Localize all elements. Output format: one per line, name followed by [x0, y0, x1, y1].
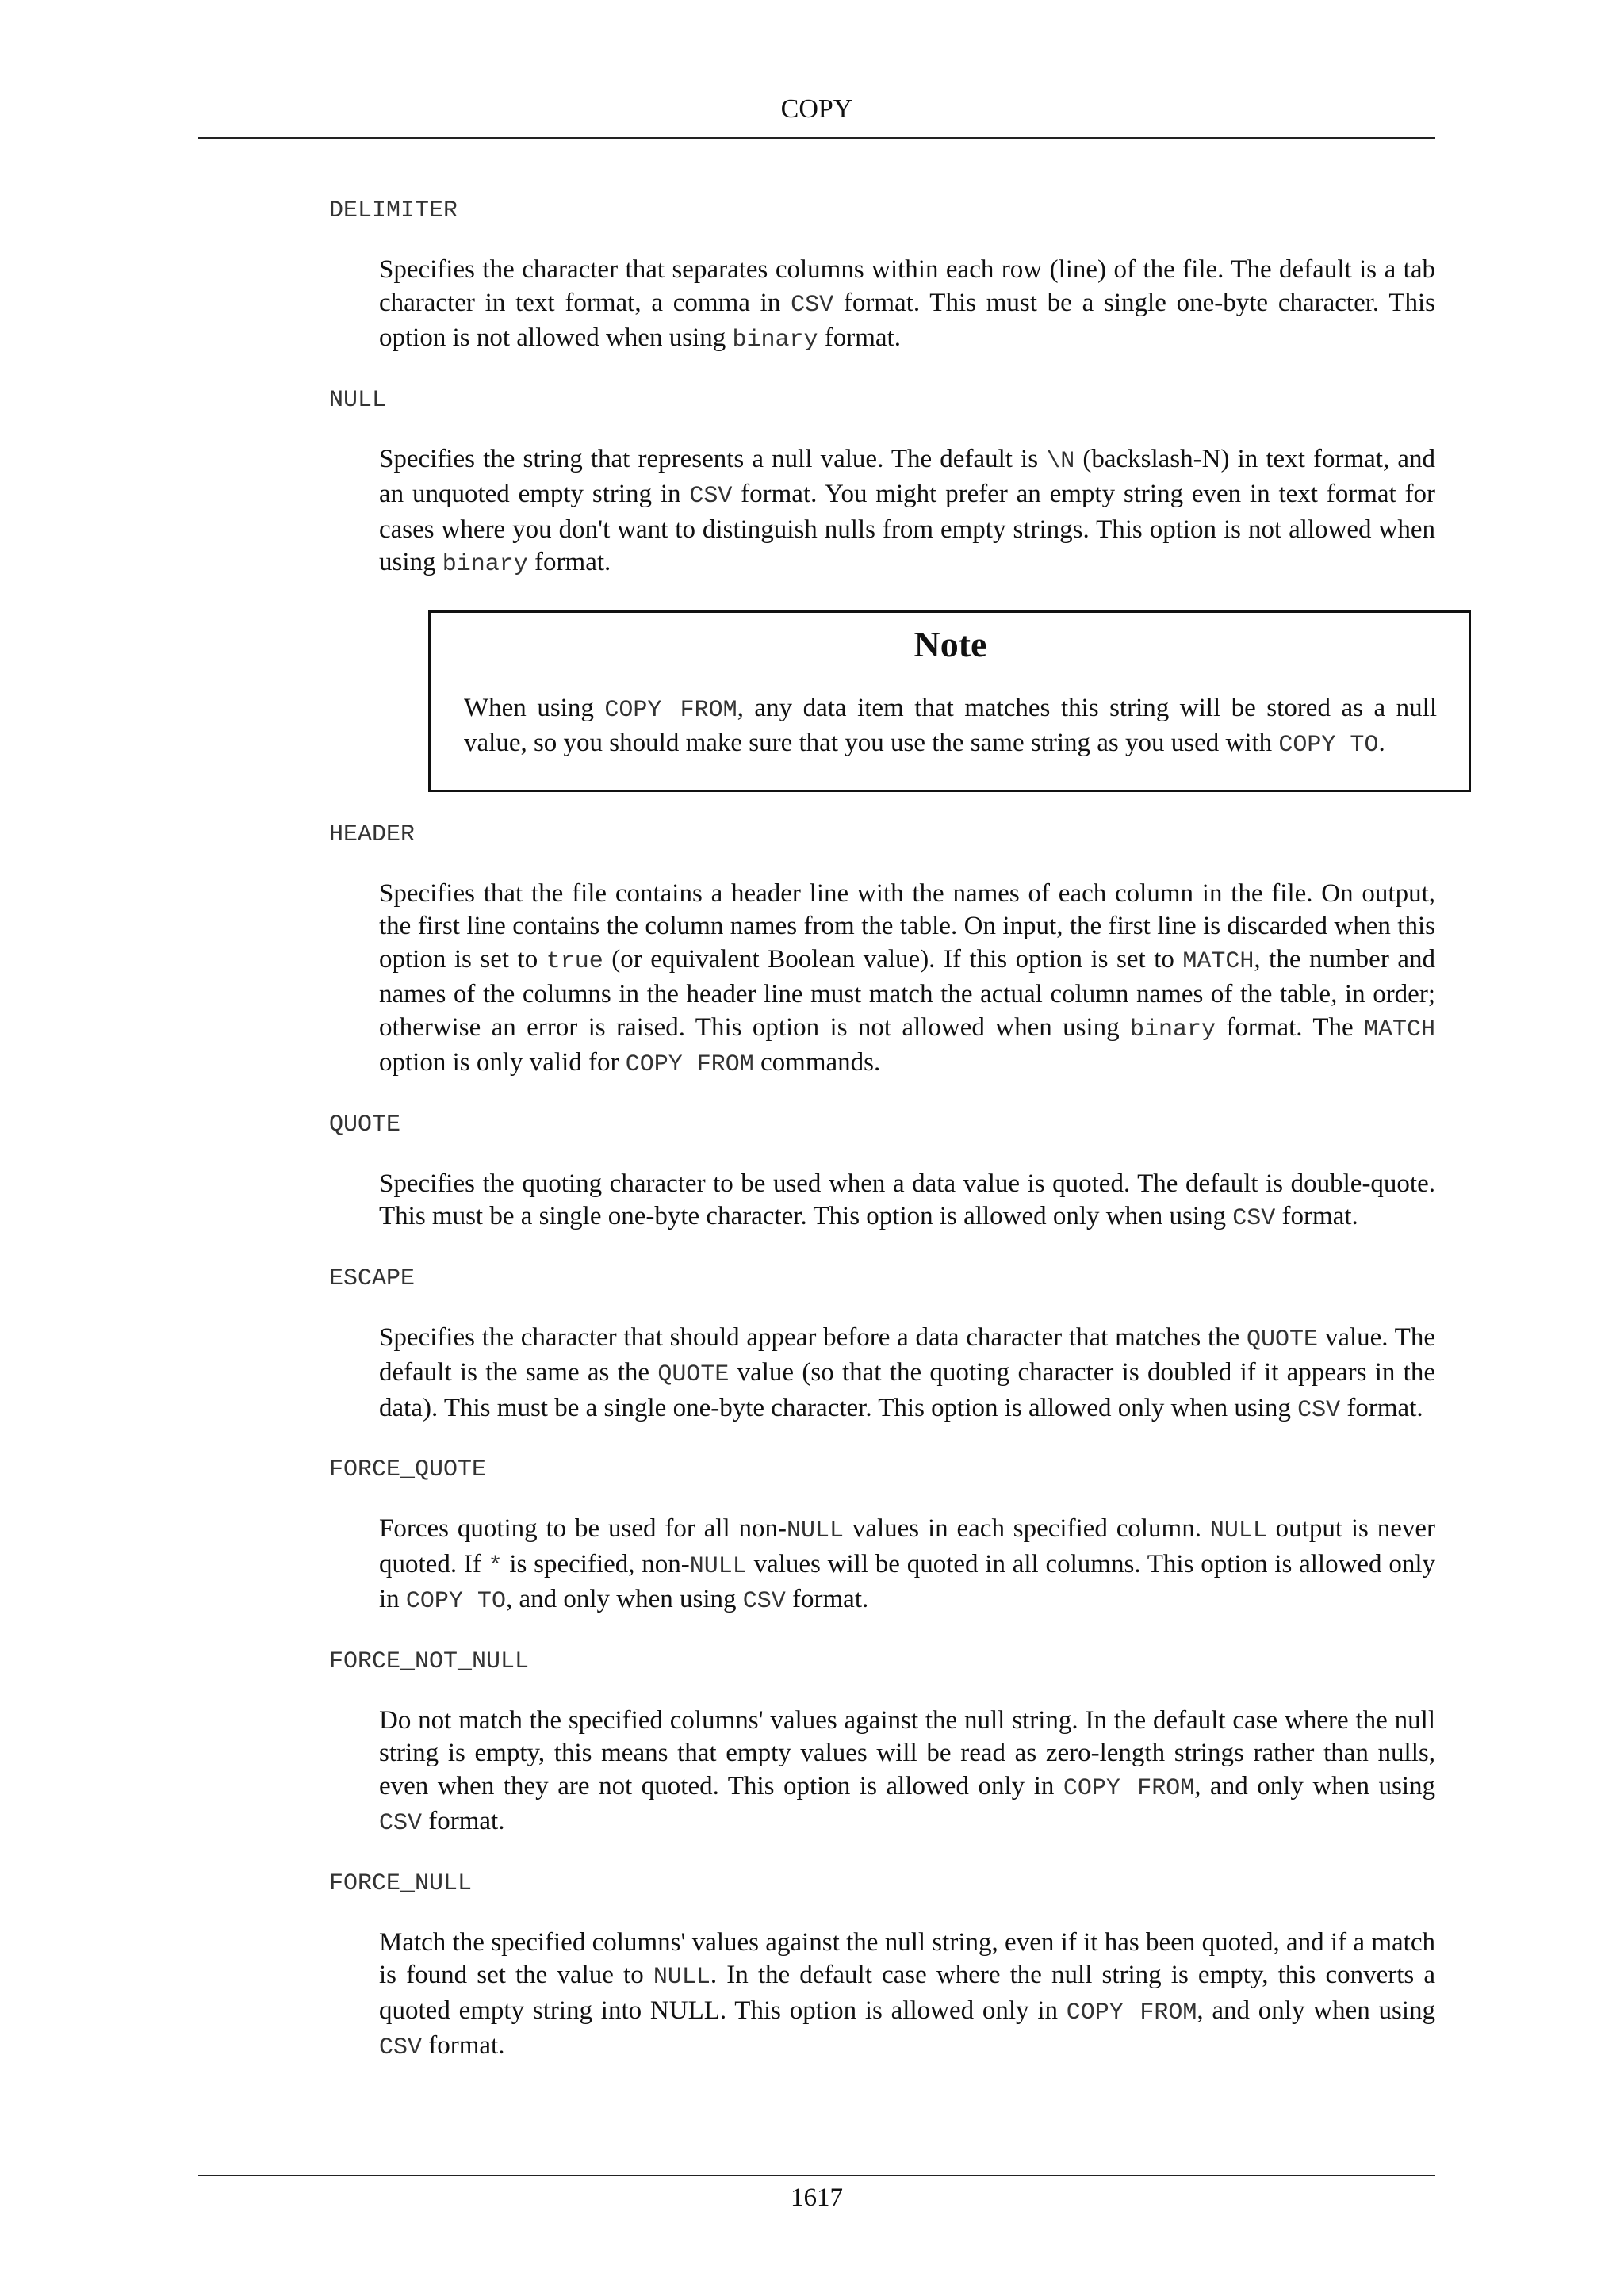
code-literal: MATCH — [1182, 947, 1254, 975]
desc-force-null: Match the specified columns' values against the null string, even if it has been quoted, and if a match is found set the value to NULL. In the default case where the null string is empty, this converts a quoted empty string into NULL. This option is allowed only in COPY FROM, and only when using CSV format. — [379, 1927, 1435, 2061]
header-rule — [198, 137, 1435, 139]
code-literal: CSV — [689, 483, 733, 510]
code-literal: COPY FROM — [1066, 1999, 1197, 2026]
option-list — [329, 197, 1435, 2094]
running-header: COPY — [780, 94, 853, 124]
code-literal: QUOTE — [1247, 1326, 1319, 1353]
code-literal: binary — [732, 327, 818, 354]
term-escape: ESCAPE — [329, 1265, 416, 1292]
footer-rule — [198, 2175, 1435, 2176]
note-body: When using COPY FROM, any data item that matches this string will be stored as a null value, so you should make sure that you use the same string as you used with COPY TO. — [464, 693, 1437, 759]
code-literal: COPY FROM — [1063, 1774, 1195, 1802]
code-literal: MATCH — [1363, 1016, 1435, 1043]
term-force-quote: FORCE_QUOTE — [329, 1456, 487, 1483]
code-literal: NULL — [689, 1552, 747, 1580]
code-literal: binary — [442, 551, 528, 578]
desc-delimiter: Specifies the character that separates columns within each row (line) of the file. The default is a tab character in text format, a comma in CSV format. This must be a single one-byte character. This option is not allowed when using binary format. — [379, 255, 1435, 354]
code-literal: true — [546, 947, 603, 975]
code-literal: CSV — [379, 1810, 423, 1837]
note-box — [428, 610, 1471, 792]
code-literal: CSV — [791, 291, 834, 319]
code-literal: COPY FROM — [604, 696, 737, 724]
code-literal: * — [488, 1552, 503, 1580]
code-literal: NULL — [653, 1964, 710, 1991]
code-literal: QUOTE — [657, 1361, 730, 1388]
note-title: Note — [914, 623, 987, 664]
code-literal: NULL — [1209, 1517, 1267, 1544]
desc-force-quote: Forces quoting to be used for all non-NULL values in each specified column. NULL output is never quoted. If * is specified, non-NULL values will be quoted in all columns. This option is allowed only in COPY TO, and only when using CSV format. — [379, 1514, 1436, 1615]
code-literal: COPY TO — [1278, 732, 1379, 759]
desc-force-not-null: Do not match the specified columns' values against the null string. In the default case where the null string is empty, this means that empty values will be read as zero-length strings rather than nulls, even when they are not quoted. This option is allowed only in COPY FROM, and only when using CSV format. — [379, 1705, 1435, 1837]
code-literal: CSV — [1297, 1396, 1341, 1424]
term-force-null: FORCE_NULL — [329, 1869, 473, 1897]
code-literal: COPY TO — [405, 1588, 506, 1615]
code-literal: CSV — [1232, 1205, 1276, 1232]
term-quote: QUOTE — [329, 1111, 401, 1138]
desc-quote: Specifies the quoting character to be used when a data value is quoted. The default is double-quote. This must be a single one-byte character. This option is allowed only when using CSV format. — [379, 1169, 1435, 1232]
desc-header: Specifies that the file contains a header line with the names of each column in the file. On output, the first line contains the column names from the table. On input, the first line is discarded when this option is set to true (or equivalent Boolean value). If this option is set to MATCH, the number and names of the columns in the header line must match the actual column names of the table, in order; otherwise an error is raised. This option is not allowed when using binary format. The MATCH option is only valid for COPY FROM commands. — [379, 878, 1435, 1078]
term-delimiter: DELIMITER — [329, 197, 458, 224]
code-literal: CSV — [742, 1588, 786, 1615]
term-null: NULL — [329, 386, 387, 414]
code-literal: binary — [1129, 1016, 1216, 1043]
code-literal: COPY FROM — [625, 1051, 754, 1078]
term-header: HEADER — [329, 821, 416, 848]
code-literal: \N — [1046, 447, 1075, 475]
code-literal: CSV — [379, 2034, 423, 2061]
desc-escape: Specifies the character that should appear before a data character that matches the QUOTE value. The default is the same as the QUOTE value (so that the quoting character is doubled if it appears in the data). This must be a single one-byte character. This option is allowed only when using CSV format. — [379, 1322, 1436, 1424]
desc-null: Specifies the string that represents a null value. The default is \N (backslash-N) in text format, and an unquoted empty string in CSV format. You might prefer an empty string even in text format for cases where you don't want to distinguish nulls from empty strings. This option is not allowed when using binary format. — [379, 444, 1435, 578]
term-force-not-null: FORCE_NOT_NULL — [329, 1647, 530, 1675]
page-number: 1617 — [791, 2183, 843, 2212]
code-literal: NULL — [786, 1517, 844, 1544]
